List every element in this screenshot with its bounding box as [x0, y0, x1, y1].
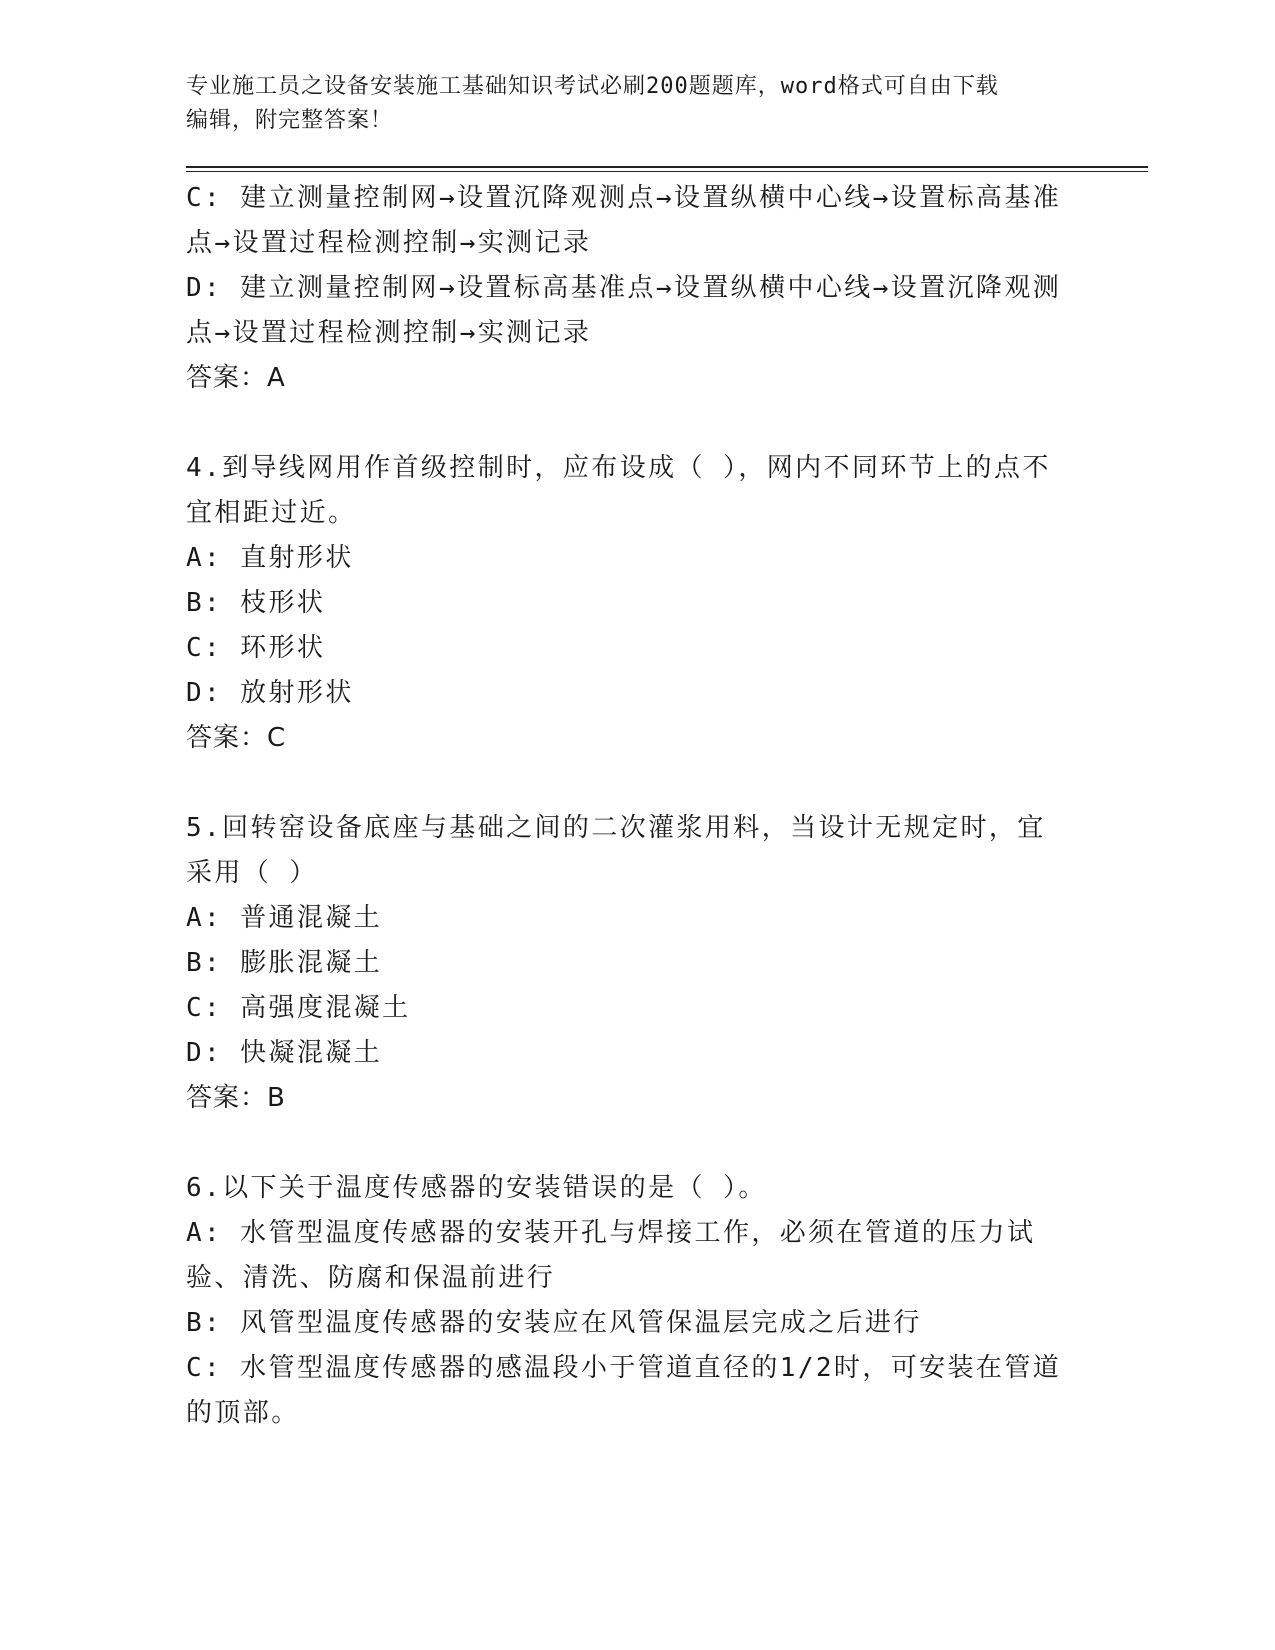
option-c: C: 环形状: [186, 633, 326, 663]
document-page: [186, 70, 1146, 1436]
header-title-line1: 专业施工员之设备安装施工基础知识考试必刷200题题库，word格式可自由下载: [186, 74, 999, 99]
answer-line: 答案：C: [186, 723, 287, 753]
option-b: B: 枝形状: [186, 588, 326, 618]
question-4: [186, 446, 1066, 761]
option-b: B: 膨胀混凝土: [186, 948, 383, 978]
option-b: B: 风管型温度传感器的安装应在风管保温层完成之后进行: [186, 1308, 922, 1338]
option-d: D: 放射形状: [186, 678, 354, 708]
document-header: [186, 70, 1066, 138]
option-c: C: 高强度混凝土: [186, 993, 411, 1023]
header-divider: [186, 166, 1148, 168]
question-stem: 5.回转窑设备底座与基础之间的二次灌浆用料，当设计无规定时，宜采用（ ）: [186, 813, 1046, 888]
option-a: A: 直射形状: [186, 543, 354, 573]
question-3-tail: [186, 176, 1066, 401]
option-d: D: 快凝混凝土: [186, 1038, 383, 1068]
answer-line: 答案：B: [186, 1083, 286, 1113]
option-a: A: 水管型温度传感器的安装开孔与焊接工作，必须在管道的压力试验、清洗、防腐和保温前进行: [186, 1218, 1036, 1293]
option-c: C: 建立测量控制网→设置沉降观测点→设置纵横中心线→设置标高基准点→设置过程检测控制→实测记录: [186, 183, 1062, 258]
question-6: [186, 1166, 1066, 1436]
option-d: D: 建立测量控制网→设置标高基准点→设置纵横中心线→设置沉降观测点→设置过程检测控制→实测记录: [186, 273, 1062, 348]
question-5: [186, 806, 1066, 1121]
question-stem: 6.以下关于温度传感器的安装错误的是（ ）。: [186, 1173, 767, 1203]
question-stem: 4.到导线网用作首级控制时，应布设成（ ），网内不同环节上的点不宜相距过近。: [186, 453, 1051, 528]
header-title-line2: 编辑，附完整答案！: [186, 108, 394, 133]
question-content: [186, 176, 1066, 1436]
option-a: A: 普通混凝土: [186, 903, 383, 933]
answer-line: 答案：A: [186, 363, 286, 393]
option-c: C: 水管型温度传感器的感温段小于管道直径的1/2时，可安装在管道的顶部。: [186, 1353, 1062, 1428]
